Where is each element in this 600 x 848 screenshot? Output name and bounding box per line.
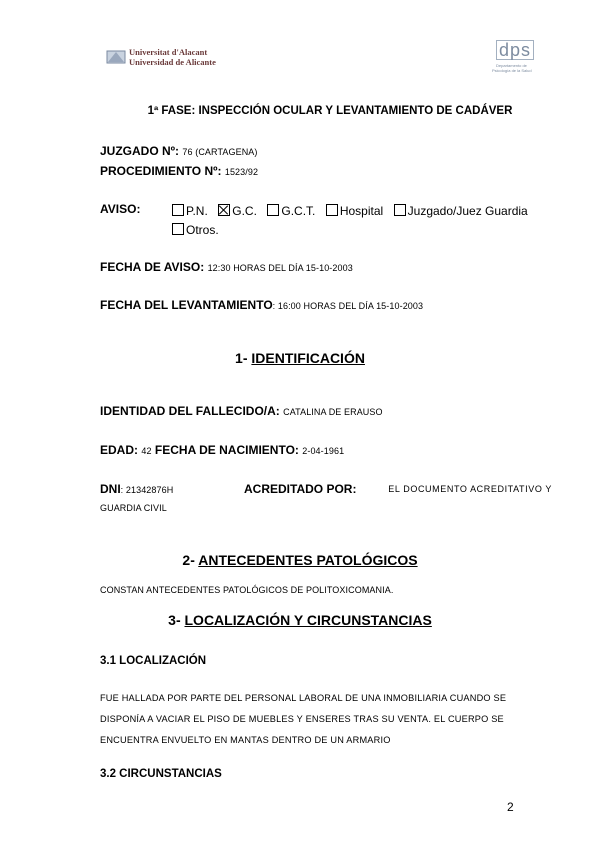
- dni-label: DNI: [100, 482, 121, 496]
- localizacion-line: DISPONÍA A VACIAR EL PISO DE MUEBLES Y ENSERES TRAS SU VENTA. EL CUERPO SE: [100, 714, 504, 724]
- localizacion-paragraph: [100, 688, 560, 751]
- edad-value: 42: [141, 446, 152, 456]
- section-2-number: 2-: [182, 552, 195, 568]
- edad-label: EDAD:: [100, 443, 138, 457]
- juzgado-row: [100, 144, 258, 158]
- section-2-title: ANTECEDENTES PATOLÓGICOS: [198, 552, 418, 568]
- edad-row: [100, 443, 344, 457]
- fecha-levantamiento-label: FECHA DEL LEVANTAMIENTO: [100, 298, 273, 312]
- identidad-row: [100, 404, 383, 418]
- juzgado-label: JUZGADO Nº:: [100, 144, 180, 158]
- university-emblem-icon: [106, 48, 126, 66]
- checkbox-icon[interactable]: [172, 204, 184, 216]
- aviso-label: AVISO:: [100, 202, 141, 216]
- procedimiento-row: [100, 164, 258, 178]
- aviso-option-otros[interactable]: Otros.: [172, 223, 219, 237]
- fecha-levantamiento-row: [100, 298, 423, 312]
- acreditado-value-line2: GUARDIA CIVIL: [100, 503, 167, 513]
- acreditado-row: [244, 482, 552, 496]
- section-2-heading: [0, 552, 600, 568]
- section-1-title: IDENTIFICACIÓN: [251, 350, 365, 366]
- university-logo: [106, 46, 226, 68]
- dni-value: : 21342876H: [120, 485, 174, 495]
- aviso-option-juzgado[interactable]: Juzgado/Juez Guardia: [394, 204, 528, 218]
- section-3-number: 3-: [168, 612, 181, 628]
- antecedentes-text: CONSTAN ANTECEDENTES PATOLÓGICOS DE POLITOXICOMANIA.: [100, 585, 394, 595]
- acreditado-label: ACREDITADO POR:: [244, 482, 357, 496]
- aviso-options-row2: [172, 221, 225, 239]
- university-name-line2: Universidad de Alicante: [129, 57, 216, 67]
- fecha-aviso-value: 12:30 HORAS DEL DÍA 15-10-2003: [207, 263, 353, 273]
- section-3-heading: [0, 612, 600, 628]
- acreditado-value-line1: EL DOCUMENTO ACREDITATIVO Y: [388, 484, 552, 494]
- fecha-aviso-label: FECHA DE AVISO:: [100, 260, 205, 274]
- section-3-title: LOCALIZACIÓN Y CIRCUNSTANCIAS: [184, 612, 432, 628]
- fecha-aviso-row: [100, 260, 353, 274]
- subsection-3-1-heading: 3.1 LOCALIZACIÓN: [100, 655, 207, 667]
- checkbox-icon[interactable]: [267, 204, 279, 216]
- procedimiento-label: PROCEDIMIENTO Nº:: [100, 164, 222, 178]
- dni-row: [100, 482, 173, 496]
- aviso-option-gct[interactable]: G.C.T.: [267, 204, 315, 218]
- nacimiento-label: FECHA DE NACIMIENTO:: [154, 443, 299, 457]
- department-logo-sub1: Departamento de: [496, 63, 527, 68]
- juzgado-value: 76 (CARTAGENA): [182, 147, 258, 157]
- aviso-option-gc[interactable]: G.C.: [218, 204, 257, 218]
- department-logo-text: dps: [496, 40, 534, 60]
- aviso-options-row1: [172, 202, 534, 220]
- localizacion-line: ENCUENTRA ENVUELTO EN MANTAS DENTRO DE UN ARMARIO: [100, 735, 391, 745]
- section-1-heading: [0, 350, 600, 366]
- checked-checkbox-icon[interactable]: [218, 204, 230, 216]
- department-logo-sub2: Psicología de la Salud: [492, 68, 532, 73]
- nacimiento-value: 2-04-1961: [302, 446, 345, 456]
- aviso-option-hospital[interactable]: Hospital: [326, 204, 383, 218]
- subsection-3-2-heading: 3.2 CIRCUNSTANCIAS: [100, 768, 222, 780]
- aviso-option-pn[interactable]: P.N.: [172, 204, 208, 218]
- identidad-value: CATALINA DE ERAUSO: [283, 407, 383, 417]
- checkbox-icon[interactable]: [326, 204, 338, 216]
- university-name-line1: Universitat d'Alacant: [129, 47, 208, 57]
- identidad-label: IDENTIDAD DEL FALLECIDO/A:: [100, 404, 280, 418]
- checkbox-icon[interactable]: [172, 223, 184, 235]
- page-title: 1ª FASE: INSPECCIÓN OCULAR Y LEVANTAMIENTO DE CADÁVER: [147, 105, 513, 117]
- page-number: 2: [507, 800, 514, 814]
- localizacion-line: FUE HALLADA POR PARTE DEL PERSONAL LABORAL DE UNA INMOBILIARIA CUANDO SE: [100, 693, 507, 703]
- fecha-levantamiento-value: : 16:00 HORAS DEL DÍA 15-10-2003: [272, 301, 424, 311]
- department-logo: [492, 42, 542, 76]
- procedimiento-value: 1523/92: [224, 167, 259, 177]
- section-1-number: 1-: [235, 350, 248, 366]
- checkbox-icon[interactable]: [394, 204, 406, 216]
